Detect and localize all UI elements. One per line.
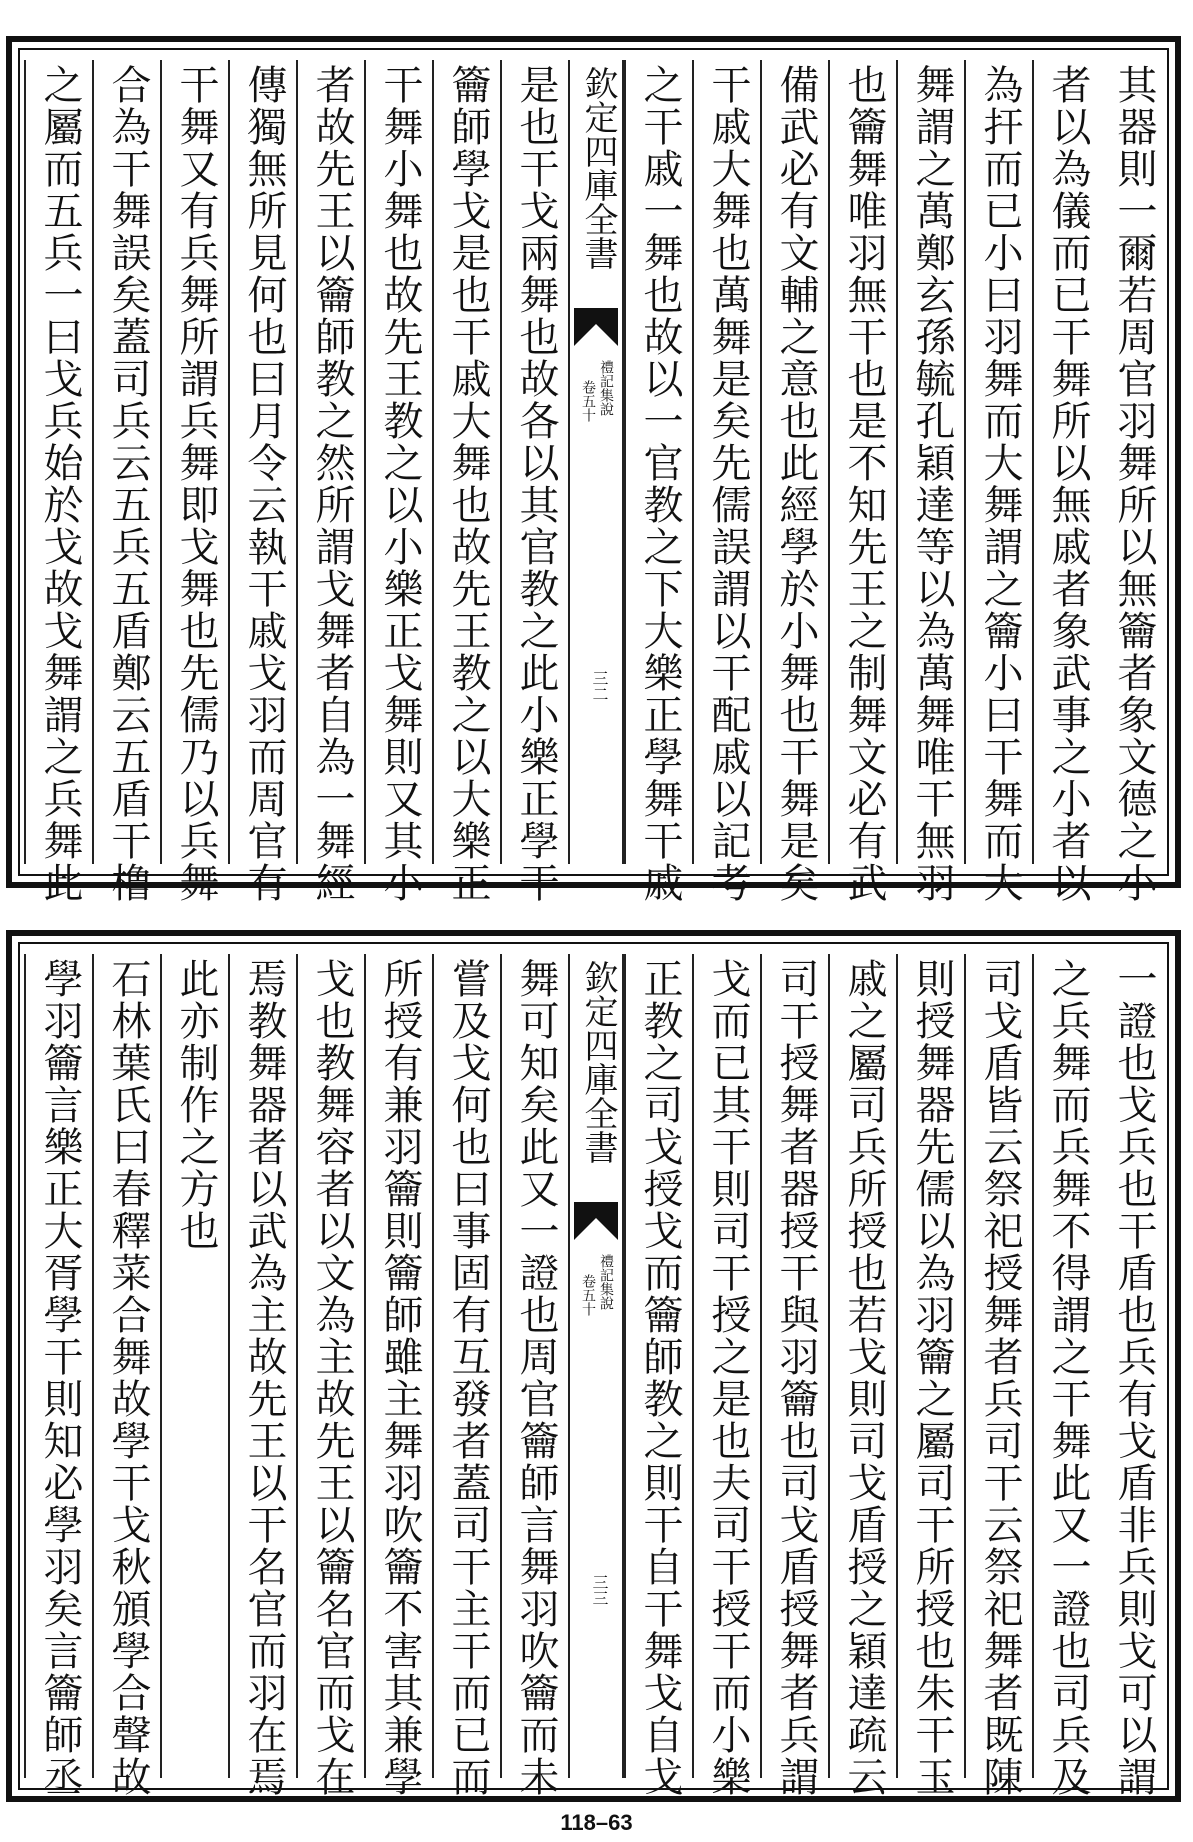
text-column [1100, 60, 1168, 904]
text-column [692, 954, 760, 1798]
page-number: 118–63 [560, 1810, 633, 1835]
text-column [692, 60, 760, 904]
volume-label: 卷五十 [580, 1274, 596, 1316]
column-text: 此亦制作之方也 [173, 958, 219, 1252]
text-column [92, 60, 160, 904]
column-text: 舞謂之萬鄭玄孫毓孔穎達等以為萬舞唯干無羽 [909, 64, 955, 904]
column-text: 干舞小舞也故先王教之以小樂正戈舞則又其小 [377, 64, 423, 904]
fish-tail-icon [574, 1202, 618, 1240]
text-column [760, 954, 828, 1798]
text-column [500, 60, 568, 904]
column-text: 其器則一爾若周官羽舞所以無籥者象文德之小 [1111, 64, 1157, 904]
fish-tail-icon [574, 308, 618, 346]
bottom-page-inner-border [18, 942, 1169, 1798]
text-column [92, 954, 160, 1798]
column-text: 一證也戈兵也干盾也兵有戈盾非兵則戈可以謂 [1111, 958, 1157, 1798]
text-column [624, 954, 692, 1798]
column-text: 干戚大舞也萬舞是矣先儒誤謂以干配戚以記考 [705, 64, 751, 904]
top-page-block [6, 36, 1181, 904]
text-column [160, 954, 228, 1778]
library-title: 欽定四庫全書 [578, 960, 618, 1164]
column-text: 舞可知矣此又一證也周官籥師言舞羽吹籥而未 [513, 958, 559, 1798]
column-text: 之屬而五兵一曰戈兵始於戈故戈舞謂之兵舞此 [37, 64, 83, 904]
center-spine [568, 60, 624, 864]
text-column [1032, 954, 1100, 1798]
text-column [24, 954, 92, 1798]
column-text: 石林葉氏曰春釋菜合舞故學干戈秋頒學合聲故 [105, 958, 151, 1798]
text-column [228, 954, 296, 1798]
column-text: 備武必有文輔之意也此經學於小舞也干舞是矣 [773, 64, 819, 904]
text-column [500, 954, 568, 1798]
column-text: 合為干舞誤矣蓋司兵云五兵五盾鄭云五盾干櫓 [105, 64, 151, 904]
column-text: 之干戚一舞也故以一官教之下大樂正學舞干戚 [637, 64, 683, 904]
library-title: 欽定四庫全書 [578, 66, 618, 270]
leaf-number: 三三 [590, 1574, 609, 1606]
text-column [432, 60, 500, 904]
column-text: 為扞而已小曰羽舞而大舞謂之籥小曰干舞而大 [977, 64, 1023, 904]
bottom-page-block [6, 930, 1181, 1802]
text-column [364, 60, 432, 904]
column-text: 者以為儀而已干舞所以無戚者象武事之小者以 [1045, 64, 1091, 904]
column-text: 戈也教舞容者以文為主故先王以籥名官而戈在 [309, 958, 355, 1798]
text-column [964, 954, 1032, 1798]
column-text: 嘗及戈何也曰事固有互發者蓋司干主干而已而 [445, 958, 491, 1798]
text-column [896, 954, 964, 1798]
text-column [296, 60, 364, 904]
column-text: 傳獨無所見何也曰月令云執干戚戈羽而周官有 [241, 64, 287, 904]
leaf-number: 三二 [590, 670, 609, 702]
text-column [364, 954, 432, 1798]
column-text: 焉教舞器者以武為主故先王以干名官而羽在焉 [241, 958, 287, 1798]
text-column [24, 60, 92, 904]
book-title: 禮記集說 [598, 360, 614, 416]
column-text: 正教之司戈授戈而籥師教之則干自干舞戈自戈 [637, 958, 683, 1798]
text-column [296, 954, 364, 1798]
text-column [964, 60, 1032, 904]
column-text: 學羽籥言樂正大胥學干則知必學羽矣言籥師丞 [37, 958, 83, 1798]
column-text: 所授有兼羽籥則籥師雖主舞羽吹籥不害其兼學 [377, 958, 423, 1798]
text-column [828, 954, 896, 1798]
text-column [896, 60, 964, 904]
center-spine [568, 954, 624, 1778]
text-column [624, 60, 692, 904]
column-text: 是也干戈兩舞也故各以其官教之此小樂正學干 [513, 64, 559, 904]
volume-label: 卷五十 [580, 380, 596, 422]
column-text: 戚之屬司兵所授也若戈則司戈盾授之穎達疏云 [841, 958, 887, 1798]
column-text: 之兵舞而兵舞不得謂之干舞此又一證也司兵及 [1045, 958, 1091, 1798]
column-text: 者故先王以籥師教之然所謂戈舞者自為一舞經 [309, 64, 355, 904]
text-column [1100, 954, 1168, 1798]
column-text: 也籥舞唯羽無干也是不知先王之制舞文必有武 [841, 64, 887, 904]
column-text: 干舞又有兵舞所謂兵舞即戈舞也先儒乃以兵舞 [173, 64, 219, 904]
column-text: 則授舞器先儒以為羽籥之屬司干所授也朱干玉 [909, 958, 955, 1798]
column-text: 司干授舞者器授干與羽籥也司戈盾授舞者兵謂 [773, 958, 819, 1798]
column-text: 籥師學戈是也干戚大舞也故先王教之以大樂正 [445, 64, 491, 904]
book-title: 禮記集說 [598, 1254, 614, 1310]
column-text: 戈而已其干則司干授之是也夫司干授干而小樂 [705, 958, 751, 1798]
text-column [760, 60, 828, 904]
column-text: 司戈盾皆云祭祀授舞者兵司干云祭祀舞者既陳 [977, 958, 1023, 1798]
text-column [432, 954, 500, 1798]
text-column [1032, 60, 1100, 904]
text-column [828, 60, 896, 904]
top-page-inner-border [18, 48, 1169, 904]
text-column [228, 60, 296, 904]
text-column [160, 60, 228, 904]
